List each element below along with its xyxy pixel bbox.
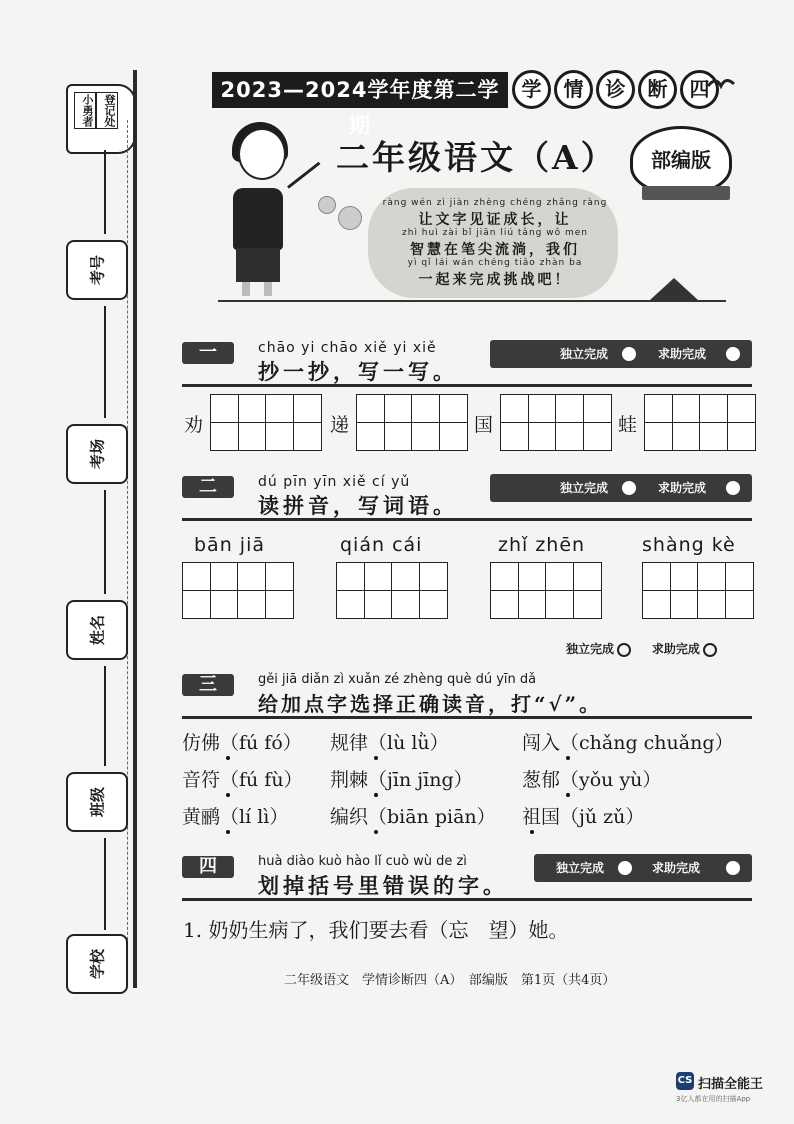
- term-banner: 2023—2024学年度第二学期: [212, 72, 508, 108]
- emphasis-dot: [226, 830, 230, 834]
- reading-choice[interactable]: 荆棘（jīn jīng）: [330, 769, 473, 791]
- diagnosis-char: 诊: [596, 70, 635, 109]
- pointer-stick: [287, 162, 320, 189]
- checkbox-circle[interactable]: [622, 481, 636, 495]
- pinyin-prompt: shàng kè: [642, 534, 736, 556]
- reading-choice[interactable]: 仿佛（fú fó）: [182, 732, 302, 754]
- mountain-icon: [650, 278, 698, 300]
- writing-grid[interactable]: [644, 394, 754, 449]
- emphasis-dot: [374, 756, 378, 760]
- completion-status: 独立完成 求助完成: [534, 854, 752, 882]
- writing-grid[interactable]: [210, 394, 320, 449]
- binding-field-name: 姓名: [66, 600, 128, 660]
- binding-field-class: 班级: [66, 772, 128, 832]
- section-title: 划掉括号里错误的字。: [258, 873, 508, 898]
- diagnosis-char: 情: [554, 70, 593, 109]
- checkbox-circle[interactable]: [726, 861, 740, 875]
- reading-choice[interactable]: 葱郁（yǒu yù）: [522, 769, 662, 791]
- header-divider: [218, 300, 726, 302]
- binding-rule: [104, 838, 106, 930]
- section-4-header: [182, 854, 752, 906]
- section-title: 抄一抄，写一写。: [258, 359, 458, 384]
- emphasis-dot: [566, 756, 570, 760]
- copy-character: 递: [330, 414, 350, 436]
- binding-rule: [104, 306, 106, 418]
- emphasis-dot: [566, 793, 570, 797]
- binding-tag-label: 登记处: [96, 92, 118, 129]
- section-pinyin: gěi jiā diǎn zì xuǎn zé zhèng què dú yīn dǎ: [258, 672, 537, 687]
- reading-choice[interactable]: 闯入（chǎng chuǎng）: [522, 732, 734, 754]
- reading-choice[interactable]: 编织（biān piān）: [330, 806, 496, 828]
- teacher-leg: [264, 282, 272, 296]
- book-icon: [642, 186, 730, 200]
- binding-rule: [104, 150, 106, 234]
- completion-status: 独立完成 求助完成: [566, 640, 717, 657]
- checkbox-circle[interactable]: [726, 347, 740, 361]
- diagnosis-char: 四: [680, 70, 719, 109]
- pinyin-prompt: zhǐ zhēn: [498, 534, 586, 556]
- motto-text: 让文字见证成长，让: [418, 212, 572, 228]
- teacher-leg: [242, 282, 250, 296]
- reading-choice[interactable]: 音符（fú fù）: [182, 769, 303, 791]
- thought-bubble: [338, 206, 362, 230]
- page-footer: 二年级语文 学情诊断四（A） 部编版 第1页（共4页）: [284, 973, 616, 988]
- checkbox-circle[interactable]: [726, 481, 740, 495]
- writing-grid[interactable]: [336, 562, 446, 617]
- diagnosis-badges: [512, 70, 719, 110]
- diagnosis-char: 学: [512, 70, 551, 109]
- binding-field-school: 学校: [66, 934, 128, 994]
- writing-grid[interactable]: [356, 394, 466, 449]
- motto-text: 智慧在笔尖流淌，我们: [410, 242, 580, 258]
- scanner-tagline: 3亿人都在用的扫描App: [676, 1095, 751, 1103]
- section-number: 三: [182, 674, 234, 696]
- emphasis-dot: [226, 793, 230, 797]
- writing-grid[interactable]: [490, 562, 600, 617]
- copy-character: 蛙: [618, 414, 638, 436]
- pinyin-prompt: qián cái: [340, 534, 423, 556]
- binding-line: [133, 70, 137, 988]
- scanner-logo-icon: CS: [676, 1072, 694, 1090]
- emphasis-dot: [374, 830, 378, 834]
- motto-pinyin: ràng wén zì jiàn zhèng chéng zhǎng ràng: [382, 198, 608, 208]
- bird-icon: [706, 74, 736, 94]
- reading-choice[interactable]: 祖国（jǔ zǔ）: [522, 806, 645, 828]
- binding-field-exam-room: 考场: [66, 424, 128, 484]
- section-3-header: [182, 672, 752, 724]
- question-4-item-1[interactable]: 1. 奶奶生病了，我们要去看（忘 望）她。: [183, 918, 569, 942]
- copy-character: 国: [474, 414, 494, 436]
- motto-pinyin: zhì huì zài bǐ jiān liú tǎng wǒ men: [402, 228, 588, 238]
- binding-rule: [104, 666, 106, 766]
- scanner-brand: 扫描全能王: [698, 1077, 764, 1092]
- binding-rule: [104, 490, 106, 594]
- motto-text: 一起来完成挑战吧！: [418, 272, 572, 288]
- section-pinyin: huà diào kuò hào lǐ cuò wù de zì: [258, 854, 467, 869]
- teacher-body: [233, 188, 283, 250]
- teacher-face: [238, 128, 286, 180]
- writing-grid[interactable]: [500, 394, 610, 449]
- section-pinyin: chāo yi chāo xiě yi xiě: [258, 340, 437, 356]
- emphasis-dot: [530, 830, 534, 834]
- checkbox-circle[interactable]: [617, 643, 631, 657]
- copy-character: 劝: [184, 414, 204, 436]
- reading-choice[interactable]: 黄鹂（lí lì）: [182, 806, 289, 828]
- section-title: 读拼音，写词语。: [258, 493, 458, 518]
- completion-status: 独立完成 求助完成: [490, 340, 752, 368]
- section-number: 二: [182, 476, 234, 498]
- section-pinyin: dú pīn yīn xiě cí yǔ: [258, 474, 411, 490]
- writing-grid[interactable]: [182, 562, 292, 617]
- pinyin-prompt: bān jiā: [194, 534, 265, 556]
- checkbox-circle[interactable]: [618, 861, 632, 875]
- emphasis-dot: [226, 756, 230, 760]
- binding-field-exam-number: 考号: [66, 240, 128, 300]
- thought-bubble: [318, 196, 336, 214]
- diagnosis-char: 断: [638, 70, 677, 109]
- emphasis-dot: [374, 793, 378, 797]
- teacher-skirt: [236, 248, 280, 282]
- section-1-header: [182, 340, 752, 392]
- section-number: 四: [182, 856, 234, 878]
- edition-badge: 部编版: [630, 126, 732, 194]
- writing-grid[interactable]: [642, 562, 752, 617]
- section-2-header: [182, 474, 752, 526]
- motto-pinyin: yì qǐ lái wán chéng tiǎo zhàn ba: [407, 258, 583, 268]
- checkbox-circle[interactable]: [703, 643, 717, 657]
- completion-status: 独立完成 求助完成: [490, 474, 752, 502]
- section-number: 一: [182, 342, 234, 364]
- page-title: 二年级语文（A）: [336, 138, 617, 177]
- binding-tag-label: 小勇者: [74, 92, 96, 129]
- checkbox-circle[interactable]: [622, 347, 636, 361]
- binding-top-tab: [66, 84, 136, 154]
- reading-choice[interactable]: 规律（lù lǜ）: [330, 732, 449, 754]
- section-title: 给加点字选择正确读音，打“√”。: [258, 692, 603, 716]
